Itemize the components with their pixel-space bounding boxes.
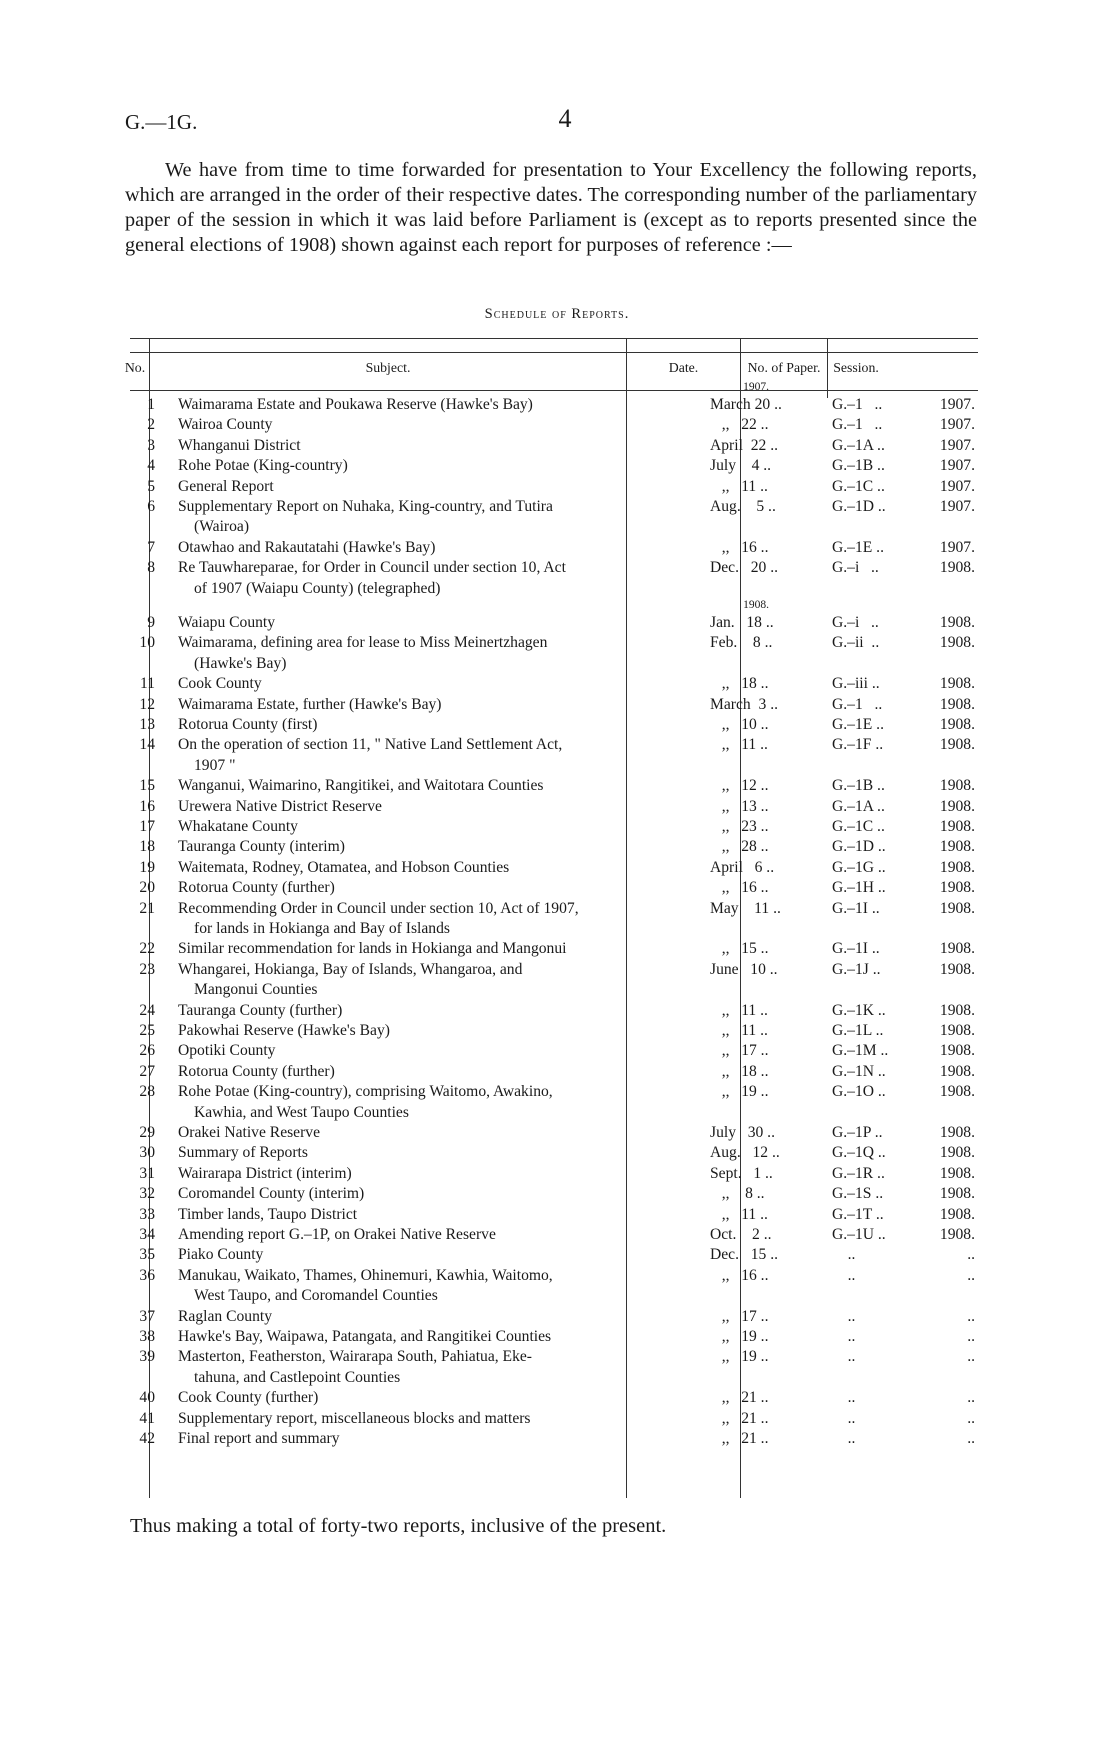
row-session: 1908. <box>939 634 975 652</box>
row-subject <box>178 797 698 817</box>
row-subject <box>178 1123 698 1143</box>
row-number: 33 <box>139 1205 155 1223</box>
paper-code: G.—1G. <box>125 110 198 134</box>
table-header-rule <box>130 390 978 391</box>
row-number: 25 <box>139 1022 155 1039</box>
row-date: Feb. 8 .. <box>710 634 773 652</box>
row-session: 1908. <box>939 1022 975 1039</box>
row-subject <box>178 960 698 1001</box>
row-subject-line: Summary of Reports <box>178 1144 308 1162</box>
row-subject-continuation: Mangonui Counties <box>194 981 318 999</box>
row-subject <box>178 1205 698 1225</box>
row-paper-number: G.–1B .. <box>832 457 885 475</box>
row-paper-number: G.–1D .. <box>832 838 886 856</box>
row-number: 36 <box>139 1266 155 1284</box>
row-session: 1908. <box>939 1001 975 1019</box>
row-paper-number: G.–1R .. <box>832 1164 885 1182</box>
footer-text: Thus making a total of forty-two reports, inclusive of the present. <box>130 1515 667 1537</box>
row-subject <box>178 538 698 558</box>
row-subject-line: Piako County <box>178 1246 264 1264</box>
row-subject <box>178 817 698 837</box>
row-session: 1907. <box>939 416 975 434</box>
row-subject <box>178 695 698 715</box>
row-subject-line: Whangarei, Hokianga, Bay of Islands, Whangaroa, and <box>178 960 523 978</box>
row-paper-number: G.–1C .. <box>832 477 885 495</box>
row-number: 16 <box>139 797 155 815</box>
header-subject: Subject. <box>365 360 411 375</box>
row-paper-number: G.–1N .. <box>832 1062 886 1080</box>
row-number: 14 <box>139 736 155 754</box>
row-session: 1908. <box>939 899 975 917</box>
row-session: 1908. <box>939 695 975 713</box>
row-subject <box>178 837 698 857</box>
row-paper-number: .. <box>832 1348 856 1366</box>
row-session: 1908. <box>939 716 975 733</box>
row-paper-number: .. <box>832 1246 856 1264</box>
row-number: 26 <box>139 1042 155 1060</box>
page-number: 4 <box>558 104 572 133</box>
row-paper-number: G.–1T .. <box>832 1205 884 1223</box>
row-paper-number: G.–1A .. <box>832 797 885 815</box>
row-date: March 3 .. <box>710 695 778 713</box>
row-subject-continuation: (Wairoa) <box>194 518 250 536</box>
row-date: ,, 28 .. <box>710 838 769 856</box>
row-session: .. <box>967 1430 975 1447</box>
row-paper-number: G.–1H .. <box>832 879 886 897</box>
header-paper: No. of Paper. <box>747 360 821 375</box>
row-paper-number: G.–1E .. <box>832 716 884 733</box>
row-date: Sept. 1 .. <box>710 1164 773 1182</box>
row-date: ,, 19 .. <box>710 1328 769 1345</box>
row-session: .. <box>967 1246 975 1264</box>
row-subject-continuation: of 1907 (Waiapu County) (telegraphed) <box>194 579 441 597</box>
row-subject-line: Tauranga County (further) <box>178 1001 343 1019</box>
row-session: 1908. <box>939 1164 975 1182</box>
row-subject-line: Timber lands, Taupo District <box>178 1205 358 1223</box>
row-session: 1907. <box>939 477 975 495</box>
row-number: 23 <box>139 960 155 978</box>
row-subject-line: Rotorua County (further) <box>178 879 335 897</box>
row-paper-number: G.–1A .. <box>832 436 885 454</box>
row-paper-number: G.–1 .. <box>832 416 883 434</box>
row-subject <box>178 878 698 898</box>
row-session: 1908. <box>939 1124 975 1141</box>
row-date: April 22 .. <box>710 436 779 454</box>
row-paper-number: G.–1K .. <box>832 1001 886 1019</box>
row-subject <box>178 674 698 694</box>
row-number: 29 <box>139 1124 155 1141</box>
row-subject-line: Orakei Native Reserve <box>178 1124 321 1141</box>
row-subject-line: On the operation of section 11, " Native Land Settlement Act, <box>178 736 563 754</box>
row-number: 13 <box>139 716 155 733</box>
row-subject <box>178 1307 698 1327</box>
row-subject-line: Coromandel County (interim) <box>178 1185 365 1203</box>
row-number: 4 <box>147 457 155 475</box>
row-paper-number: G.–1I .. <box>832 940 880 958</box>
row-session: .. <box>967 1389 975 1407</box>
row-paper-number: .. <box>832 1389 856 1407</box>
row-paper-number: G.–1B .. <box>832 777 885 795</box>
row-number: 11 <box>139 675 155 693</box>
row-number: 1 <box>147 396 155 413</box>
row-session: 1908. <box>939 940 975 958</box>
row-session: 1908. <box>939 879 975 897</box>
row-subject <box>178 415 698 435</box>
intro-paragraph: We have from time to time forwarded for presentation to Your Excellency the following reports, which are arranged in the order of their respective dates. The corresponding number of the parliamentary paper of the session in which it was laid before Parliament is (except as to reports presented since the general elections of 1908) shown against each report for purposes of reference :— <box>125 159 977 256</box>
row-paper-number: G.–1G .. <box>832 858 886 876</box>
schedule-title: Schedule of Reports. <box>484 306 630 322</box>
row-session: 1907. <box>939 498 975 515</box>
table-top-rule-2 <box>130 352 978 353</box>
row-subject-line: Re Tauwhareparae, for Order in Council under section 10, Act <box>178 559 566 577</box>
row-subject-line: Waimarama Estate and Poukawa Reserve (Hawke's Bay) <box>178 396 533 413</box>
row-number: 3 <box>147 436 155 454</box>
row-paper-number: .. <box>832 1266 856 1284</box>
row-subject <box>178 858 698 878</box>
row-subject-continuation: West Taupo, and Coromandel Counties <box>194 1287 438 1305</box>
row-date: ,, 11 .. <box>710 1205 768 1223</box>
row-subject <box>178 939 698 959</box>
row-subject-line: Waiapu County <box>178 614 276 631</box>
year-1907-label: 1907. <box>743 381 769 393</box>
row-number: 40 <box>139 1389 155 1407</box>
row-date: Jan. 18 .. <box>710 614 774 631</box>
row-number: 28 <box>139 1083 155 1101</box>
row-session: 1908. <box>939 1144 975 1162</box>
row-subject <box>178 1001 698 1021</box>
row-subject-line: Urewera Native District Reserve <box>178 797 382 815</box>
row-paper-number: .. <box>832 1430 856 1447</box>
row-number: 6 <box>147 498 155 515</box>
row-number: 17 <box>139 818 155 835</box>
row-number: 9 <box>147 614 155 631</box>
row-paper-number: G.–1P .. <box>832 1124 883 1141</box>
row-date: ,, 11 .. <box>710 1001 768 1019</box>
row-subject <box>178 633 698 674</box>
row-subject-line: Supplementary Report on Nuhaka, King-country, and Tutira <box>178 498 553 515</box>
row-subject <box>178 715 698 735</box>
row-subject <box>178 395 698 415</box>
row-session: 1908. <box>939 559 975 577</box>
row-date: ,, 16 .. <box>710 1266 769 1284</box>
row-number: 8 <box>147 559 155 577</box>
row-subject-line: Otawhao and Rakautatahi (Hawke's Bay) <box>178 538 436 556</box>
row-paper-number: G.–1M .. <box>832 1042 889 1060</box>
row-paper-number: G.–1O .. <box>832 1083 886 1101</box>
row-session: 1908. <box>939 1226 975 1243</box>
row-session: 1908. <box>939 1042 975 1060</box>
row-paper-number: G.–1D .. <box>832 498 886 515</box>
row-date: Aug. 5 .. <box>710 498 776 515</box>
row-session: 1908. <box>939 1205 975 1223</box>
row-subject-continuation: 1907 " <box>194 756 236 774</box>
row-number: 20 <box>139 879 155 897</box>
row-session: 1907. <box>939 436 975 454</box>
row-date: Dec. 15 .. <box>710 1246 778 1264</box>
row-subject <box>178 1327 698 1347</box>
row-subject <box>178 613 698 633</box>
row-paper-number: G.–1I .. <box>832 899 880 917</box>
row-subject <box>178 1409 698 1429</box>
row-subject-continuation: Kawhia, and West Taupo Counties <box>194 1103 409 1121</box>
row-number: 5 <box>147 477 155 495</box>
row-subject-continuation: (Hawke's Bay) <box>194 654 287 672</box>
row-subject-line: Opotiki County <box>178 1042 276 1060</box>
row-subject <box>178 477 698 497</box>
row-date: March 20 .. <box>710 396 782 413</box>
row-subject-continuation: tahuna, and Castlepoint Counties <box>194 1368 401 1386</box>
row-date: ,, 10 .. <box>710 716 769 733</box>
row-date: ,, 8 .. <box>710 1185 765 1203</box>
row-paper-number: G.–1F .. <box>832 736 884 754</box>
row-session: .. <box>967 1409 975 1427</box>
row-subject <box>178 1388 698 1408</box>
row-paper-number: .. <box>832 1328 856 1345</box>
row-subject <box>178 1429 698 1449</box>
row-date: ,, 19 .. <box>710 1083 769 1101</box>
row-date: ,, 11 .. <box>710 1022 768 1039</box>
row-subject-line: Masterton, Featherston, Wairarapa South, Pahiatua, Eke- <box>178 1348 532 1366</box>
row-subject-line: Cook County <box>178 675 262 693</box>
row-subject <box>178 1164 698 1184</box>
row-number: 22 <box>139 940 155 958</box>
row-date: ,, 11 .. <box>710 736 768 754</box>
row-subject <box>178 776 698 796</box>
row-number: 15 <box>139 777 155 795</box>
row-session: 1907. <box>939 396 975 413</box>
row-number: 10 <box>139 634 155 652</box>
row-number: 30 <box>139 1144 155 1162</box>
row-date: ,, 16 .. <box>710 879 769 897</box>
row-subject-line: Waimarama, defining area for lease to Miss Meinertzhagen <box>178 634 548 652</box>
row-paper-number: G.–i .. <box>832 559 879 577</box>
row-date: ,, 19 .. <box>710 1348 769 1366</box>
row-session: 1908. <box>939 777 975 795</box>
row-subject-line: Wairarapa District (interim) <box>178 1164 352 1182</box>
row-subject-line: Cook County (further) <box>178 1389 319 1407</box>
row-session: 1908. <box>939 1083 975 1101</box>
row-subject <box>178 1021 698 1041</box>
row-number: 24 <box>139 1001 155 1019</box>
row-date: ,, 22 .. <box>710 416 769 434</box>
row-paper-number: G.–1Q .. <box>832 1144 886 1162</box>
row-date: Dec. 20 .. <box>710 559 778 577</box>
row-paper-number: G.–ii .. <box>832 634 880 652</box>
table-top-rule <box>130 338 978 339</box>
row-subject-line: Waimarama Estate, further (Hawke's Bay) <box>178 695 442 713</box>
row-paper-number: G.–1S .. <box>832 1185 884 1203</box>
row-date: July 30 .. <box>710 1124 775 1141</box>
row-subject-line: Supplementary report, miscellaneous blocks and matters <box>178 1409 531 1427</box>
row-date: ,, 11 .. <box>710 477 768 495</box>
row-number: 18 <box>139 838 155 856</box>
header-session: Session. <box>833 360 879 375</box>
row-session: 1908. <box>939 1062 975 1080</box>
row-date: ,, 18 .. <box>710 1062 769 1080</box>
row-session: 1908. <box>939 736 975 754</box>
row-date: ,, 13 .. <box>710 797 769 815</box>
row-number: 34 <box>139 1226 155 1243</box>
row-subject <box>178 1062 698 1082</box>
row-paper-number: G.–1 .. <box>832 695 883 713</box>
row-session: 1907. <box>939 538 975 556</box>
row-date: Aug. 12 .. <box>710 1144 780 1162</box>
row-date: ,, 21 .. <box>710 1409 769 1427</box>
row-date: May 11 .. <box>710 899 781 917</box>
row-paper-number: G.–1E .. <box>832 538 884 556</box>
row-session: 1908. <box>939 838 975 856</box>
row-subject-line: Rohe Potae (King-country), comprising Waitomo, Awakino, <box>178 1083 553 1101</box>
row-subject <box>178 1225 698 1245</box>
row-subject <box>178 456 698 476</box>
row-subject-line: Similar recommendation for lands in Hokianga and Mangonui <box>178 940 567 958</box>
row-subject-line: Recommending Order in Council under section 10, Act of 1907, <box>178 899 579 917</box>
row-session: 1908. <box>939 614 975 631</box>
row-paper-number: .. <box>832 1409 856 1427</box>
row-session: 1908. <box>939 858 975 876</box>
row-date: ,, 21 .. <box>710 1389 769 1407</box>
header-no: No. <box>124 360 146 375</box>
row-subject <box>178 1184 698 1204</box>
row-subject-line: Final report and summary <box>178 1430 340 1447</box>
row-date: Oct. 2 .. <box>710 1226 772 1243</box>
row-subject-line: Pakowhai Reserve (Hawke's Bay) <box>178 1022 390 1039</box>
row-number: 42 <box>139 1430 155 1447</box>
year-1908-label: 1908. <box>743 599 769 611</box>
row-subject-line: Rotorua County (first) <box>178 716 318 733</box>
row-subject-line: Whanganui District <box>178 436 301 454</box>
row-subject-continuation: for lands in Hokianga and Bay of Islands <box>194 920 450 937</box>
row-subject <box>178 735 698 776</box>
row-paper-number: G.–1L .. <box>832 1022 884 1039</box>
row-session: .. <box>967 1328 975 1345</box>
row-subject <box>178 1347 698 1388</box>
row-subject-line: General Report <box>178 477 274 495</box>
row-subject-line: Rohe Potae (King-country) <box>178 457 348 475</box>
row-number: 39 <box>139 1348 155 1366</box>
row-subject-line: Hawke's Bay, Waipawa, Patangata, and Rangitikei Counties <box>178 1328 552 1345</box>
row-number: 38 <box>139 1328 155 1345</box>
row-session: 1907. <box>939 457 975 475</box>
row-number: 7 <box>147 538 155 556</box>
row-date: ,, 21 .. <box>710 1430 769 1447</box>
row-subject-line: Manukau, Waikato, Thames, Ohinemuri, Kawhia, Waitomo, <box>178 1266 553 1284</box>
row-session: 1908. <box>939 960 975 978</box>
row-date: July 4 .. <box>710 457 772 475</box>
row-session: 1908. <box>939 675 975 693</box>
row-number: 35 <box>139 1246 155 1264</box>
row-date: ,, 17 .. <box>710 1042 769 1060</box>
row-number: 19 <box>139 858 155 876</box>
row-paper-number: G.–i .. <box>832 614 879 631</box>
row-subject-line: Wairoa County <box>178 416 273 434</box>
row-session: .. <box>967 1348 975 1366</box>
row-subject-line: Amending report G.–1P, on Orakei Native Reserve <box>178 1226 496 1243</box>
row-subject-line: Whakatane County <box>178 818 298 835</box>
row-date: ,, 15 .. <box>710 940 769 958</box>
row-number: 21 <box>139 899 155 917</box>
row-subject <box>178 899 698 940</box>
row-subject-line: Rotorua County (further) <box>178 1062 335 1080</box>
row-subject <box>178 1266 698 1307</box>
row-date: ,, 17 .. <box>710 1307 769 1325</box>
row-session: .. <box>967 1307 975 1325</box>
row-subject <box>178 558 698 599</box>
row-subject <box>178 497 698 538</box>
row-session: 1908. <box>939 818 975 835</box>
row-subject <box>178 1245 698 1265</box>
row-number: 41 <box>139 1409 155 1427</box>
row-subject <box>178 1041 698 1061</box>
row-number: 12 <box>139 695 155 713</box>
row-paper-number: G.–1 .. <box>832 396 883 413</box>
row-number: 2 <box>147 416 155 434</box>
row-number: 27 <box>139 1062 155 1080</box>
row-subject-line: Raglan County <box>178 1307 272 1325</box>
row-session: .. <box>967 1266 975 1284</box>
row-date: June 10 .. <box>710 960 778 978</box>
row-date: ,, 18 .. <box>710 675 769 693</box>
row-number: 31 <box>139 1164 155 1182</box>
row-subject <box>178 1143 698 1163</box>
row-subject <box>178 436 698 456</box>
row-subject-line: Wanganui, Waimarino, Rangitikei, and Waitotara Counties <box>178 777 544 795</box>
row-session: 1908. <box>939 797 975 815</box>
row-subject <box>178 1082 698 1123</box>
row-number: 37 <box>139 1307 155 1325</box>
row-paper-number: G.–1U .. <box>832 1226 886 1243</box>
row-date: April 6 .. <box>710 858 775 876</box>
row-date: ,, 12 .. <box>710 777 769 795</box>
header-date: Date. <box>668 360 699 375</box>
row-paper-number: G.–1J .. <box>832 960 881 978</box>
row-date: ,, 23 .. <box>710 818 769 835</box>
row-subject-line: Tauranga County (interim) <box>178 838 345 856</box>
row-paper-number: .. <box>832 1307 856 1325</box>
row-paper-number: G.–1C .. <box>832 818 885 835</box>
row-session: 1908. <box>939 1185 975 1203</box>
row-subject-line: Waitemata, Rodney, Otamatea, and Hobson Counties <box>178 858 510 876</box>
row-number: 32 <box>139 1185 155 1203</box>
row-paper-number: G.–iii .. <box>832 675 880 693</box>
row-date: ,, 16 .. <box>710 538 769 556</box>
page-header <box>125 104 985 140</box>
